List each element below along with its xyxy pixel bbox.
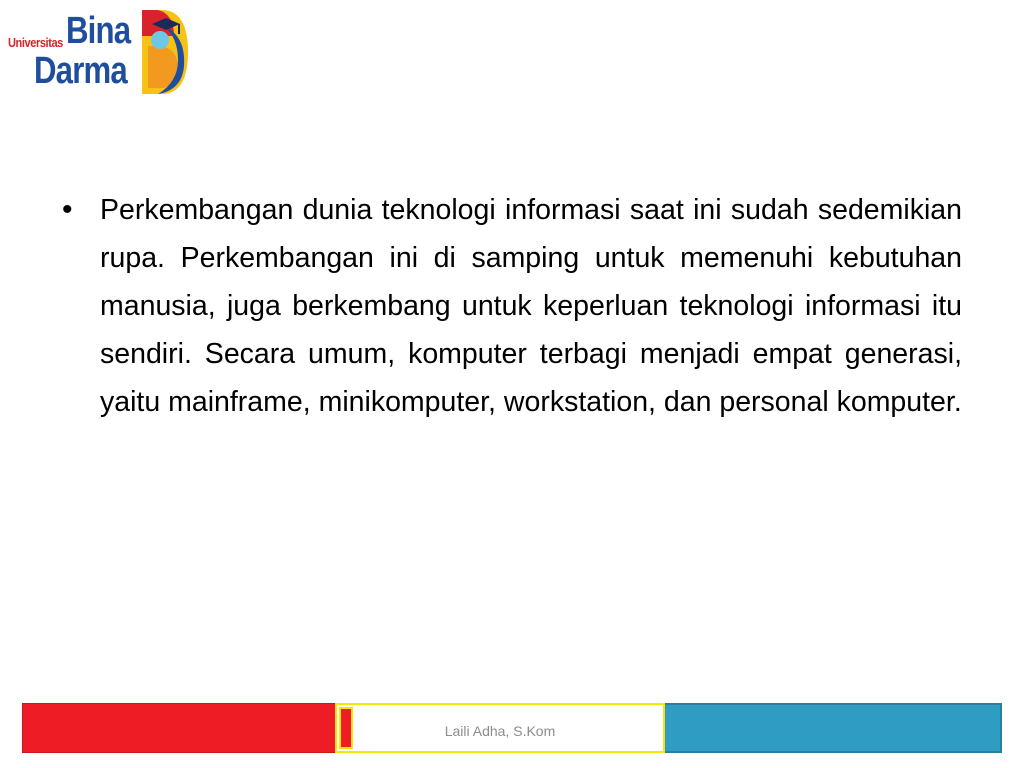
bullet-text: Perkembangan dunia teknologi informasi saat ini sudah sedemikian rupa. Perkembangan ini di samping untuk memenuhi kebutuhan manusia, juga berkembang untuk keperluan teknologi informasi itu sendiri. Secara umum, komputer terbagi menjadi empat generasi, yaitu mainframe, minikomputer, workstation, dan personal komputer. [100, 194, 962, 418]
slide-body [62, 186, 962, 426]
footer-red-bar [22, 703, 352, 753]
slide-footer [22, 703, 1002, 753]
bullet-icon: • [62, 193, 73, 226]
bullet-item [62, 186, 962, 426]
logo-name-line2: Darma [34, 50, 127, 92]
footer-author: Laili Adha, S.Kom [444, 723, 556, 739]
university-logo [6, 6, 188, 98]
logo-university-label: Universitas [8, 35, 63, 50]
logo-emblem-icon [134, 6, 190, 98]
footer-blue-bar [663, 703, 1002, 753]
logo-name-line1: Bina [66, 10, 131, 52]
